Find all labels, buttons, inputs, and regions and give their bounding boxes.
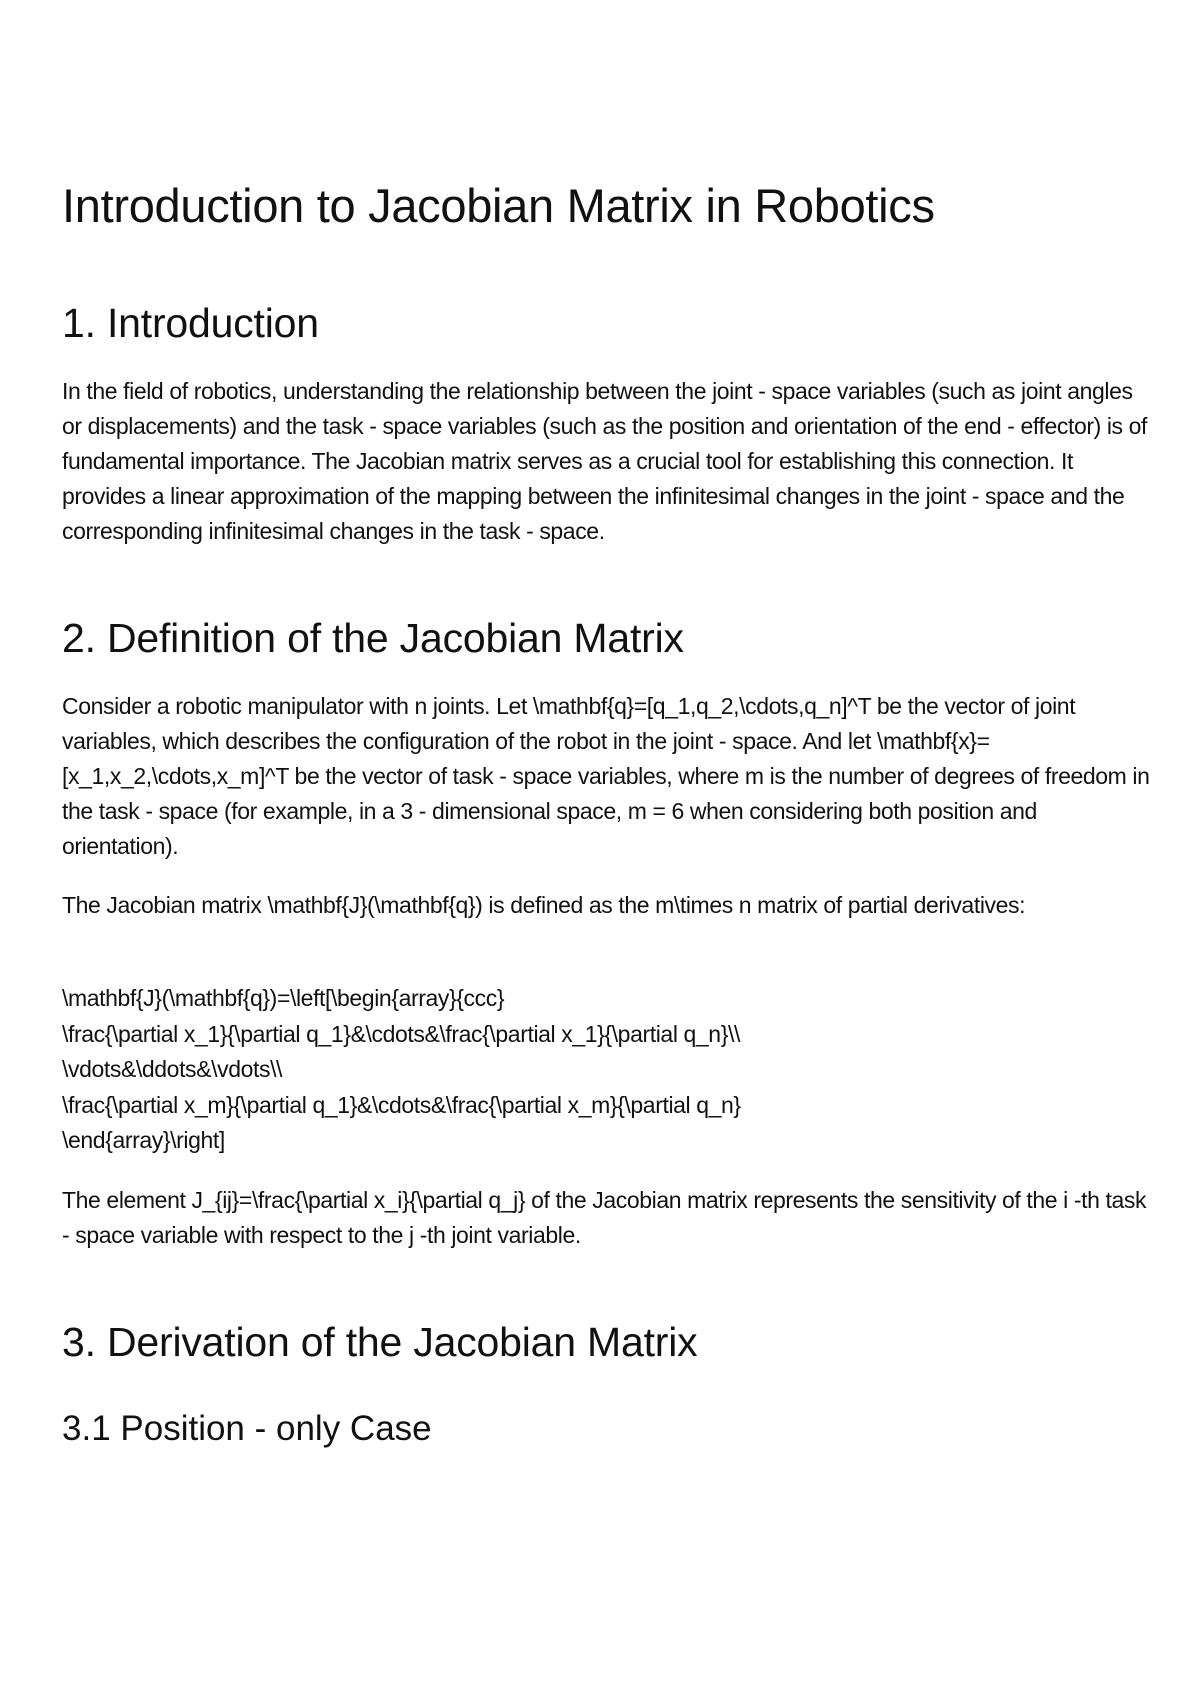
jacobian-formula-block (62, 981, 1152, 1159)
section-heading-definition: 2. Definition of the Jacobian Matrix (62, 615, 684, 661)
paragraph-definition-vectors: Consider a robotic manipulator with n joints. Let \mathbf{q}=[q_1,q_2,\cdots,q_n]^T be the vector of joint variables, which describes the configuration of the robot in the joint - space. And let \mathbf{x}=[x_1,x_2,\cdots,x_m]^T be the vector of task - space variables, where m is the number of degrees of freedom in the task - space (for example, in a 3 - dimensional space, m = 6 when considering both position and orientation). (62, 693, 1150, 859)
paragraph-jacobian-element: The element J_{ij}=\frac{\partial x_i}{\partial q_j} of the Jacobian matrix represents the sensitivity of the i -th task - space variable with respect to the j -th joint variable. (62, 1186, 1147, 1248)
subsection-heading-position-only: 3.1 Position - only Case (62, 1408, 432, 1448)
section-heading-derivation: 3. Derivation of the Jacobian Matrix (62, 1318, 698, 1365)
formula-line: \end{array}\right] (62, 1127, 225, 1153)
paragraph-introduction: In the field of robotics, understanding the relationship between the joint - space variables (such as joint angles or displacements) and the task - space variables (such as the position and orientation of the end - effector) is of fundamental importance. The Jacobian matrix serves as a crucial tool for establishing this connection. It provides a linear approximation of the mapping between the infinitesimal changes in the joint - space and the corresponding infinitesimal changes in the task - space. (62, 378, 1148, 544)
document-page (62, 178, 1152, 1451)
formula-line: \mathbf{J}(\mathbf{q})=\left[\begin{array}{ccc} (62, 985, 505, 1011)
formula-line: \vdots&\ddots&\vdots\\ (62, 1056, 283, 1082)
paragraph-definition-jacobian: The Jacobian matrix \mathbf{J}(\mathbf{q}) is defined as the m\times n matrix of partial derivatives: (62, 892, 1026, 918)
section-heading-introduction: 1. Introduction (62, 300, 319, 346)
formula-line: \frac{\partial x_1}{\partial q_1}&\cdots&\frac{\partial x_1}{\partial q_n}\\ (62, 1020, 740, 1047)
document-title: Introduction to Jacobian Matrix in Robotics (62, 179, 935, 232)
formula-line: \frac{\partial x_m}{\partial q_1}&\cdots&\frac{\partial x_m}{\partial q_n} (62, 1091, 741, 1118)
